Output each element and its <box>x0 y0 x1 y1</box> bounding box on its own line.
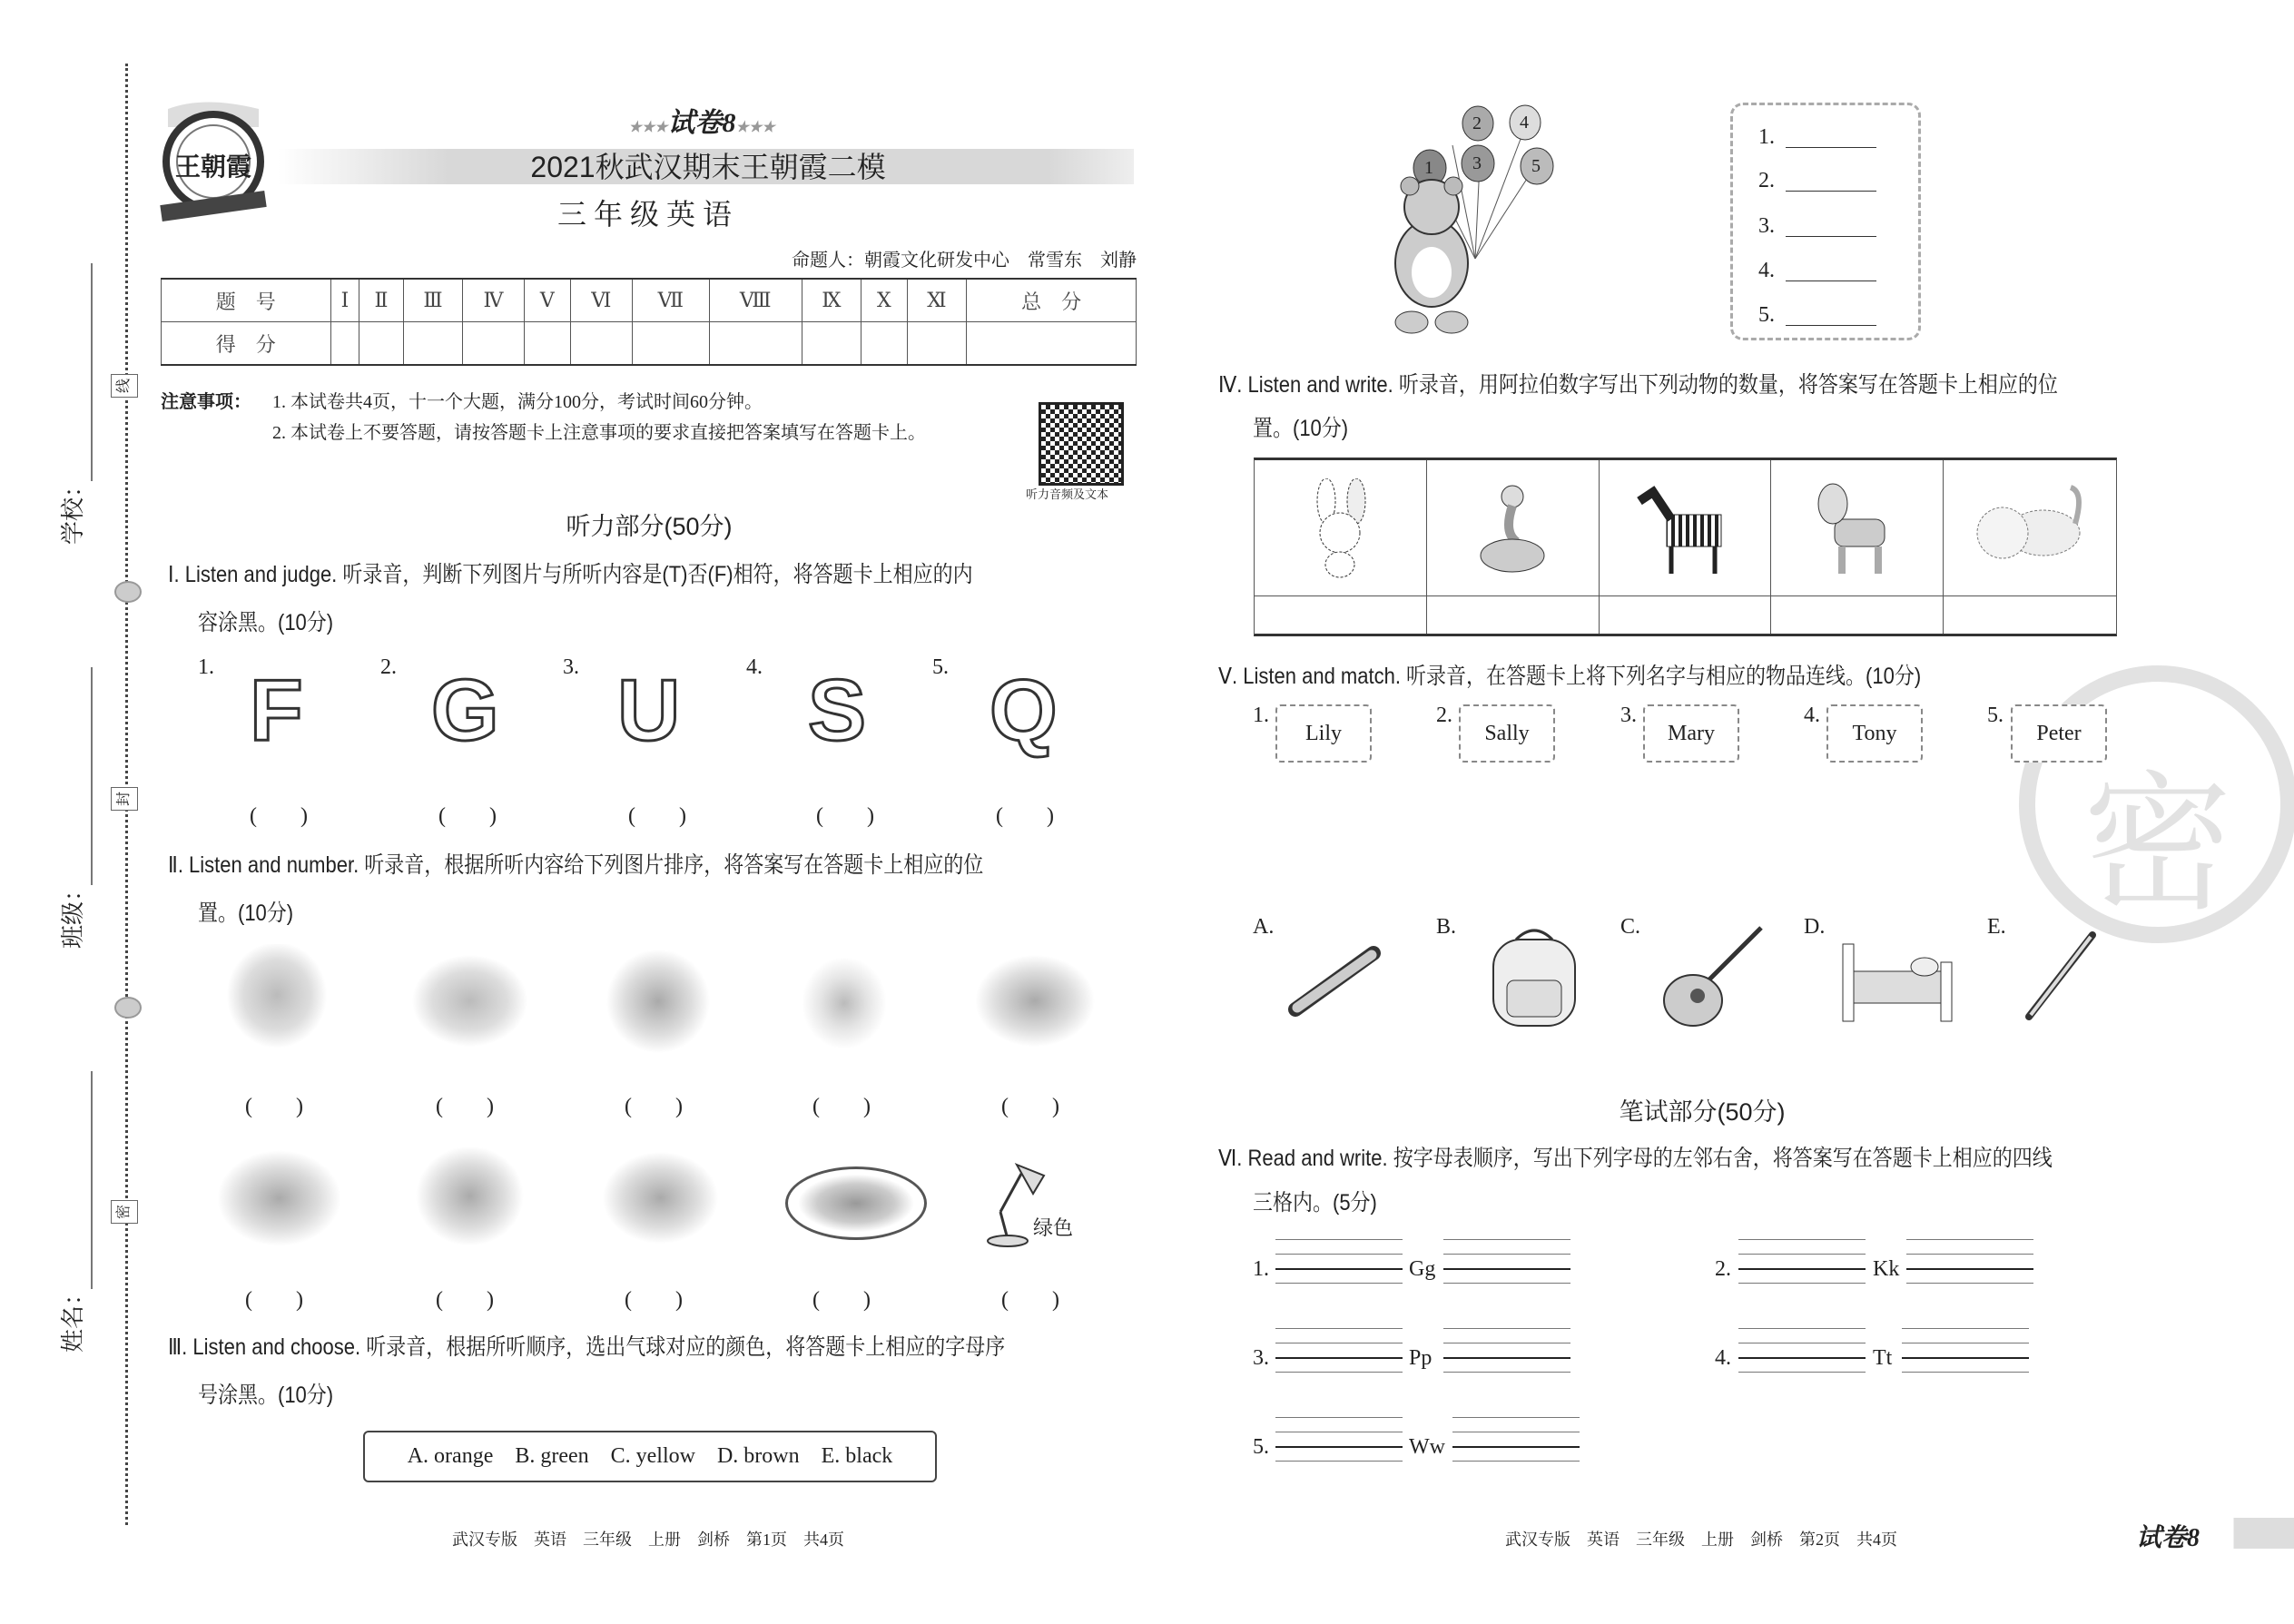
col-8: Ⅷ <box>709 279 802 322</box>
listening-heading: 听力部分(50分) <box>566 513 733 540</box>
col-10: Ⅹ <box>861 279 907 322</box>
q2-instruction: Ⅱ. Listen and number. 听录音，根据所听内容给下列图片排序，将答案写在答题卡上相应的位 <box>168 852 984 878</box>
balloon-number: 5 <box>1531 156 1541 176</box>
four-line-blank-right[interactable] <box>1443 1239 1570 1284</box>
q1-number: 3. <box>563 655 579 679</box>
brand-logo <box>150 100 277 222</box>
qr-code[interactable] <box>1039 402 1124 486</box>
animal-count-cell[interactable] <box>1427 596 1600 634</box>
q5-number: 2. <box>1436 704 1452 727</box>
q3-blank-number: 5. <box>1758 303 1775 327</box>
name-card-tony[interactable]: Tony <box>1826 704 1923 763</box>
school-label: 学校： <box>60 473 86 545</box>
picture-two-tigers <box>599 942 717 1060</box>
q2-answer-paren[interactable]: ( ) <box>625 1288 683 1312</box>
score-cell[interactable] <box>967 322 1137 366</box>
q2-answer-paren[interactable]: ( ) <box>1001 1095 1059 1118</box>
q6-letter: Ww <box>1409 1435 1445 1459</box>
q3-options-box: A. orange B. green C. yellow D. brown E. black <box>363 1431 937 1482</box>
score-table-score-row <box>162 322 1137 366</box>
q3-instruction: Ⅲ. Listen and choose. 听录音，根据所听顺序，选出气球对应的颜色，将答题卡上相应的字母序 <box>168 1334 1006 1360</box>
name-card-lily[interactable]: Lily <box>1275 704 1372 763</box>
col-5: Ⅴ <box>524 279 570 322</box>
writing-heading: 笔试部分(50分) <box>1619 1098 1786 1126</box>
col-1: Ⅰ <box>330 279 359 322</box>
q1-number: 1. <box>198 655 214 679</box>
item-schoolbag[interactable] <box>1480 921 1589 1035</box>
item-guitar[interactable] <box>1652 919 1770 1037</box>
seal-mark-seal: 封 <box>111 787 138 811</box>
animal-rabbit <box>1255 460 1427 596</box>
four-line-blank-left[interactable] <box>1738 1239 1866 1284</box>
animal-snake <box>1427 460 1600 596</box>
four-line-blank-right[interactable] <box>1902 1328 2029 1373</box>
q2-answer-paren[interactable]: ( ) <box>245 1095 303 1118</box>
letter-picture-g: G <box>431 662 499 759</box>
item-letter: C. <box>1620 915 1641 939</box>
authors: 命题人：朝霞文化研发中心 常雪东 刘静 <box>792 251 1137 271</box>
school-field[interactable] <box>54 263 109 545</box>
qr-caption: 听力音频及文本 <box>1026 487 1109 501</box>
q4-instruction-cont: 置。(10分) <box>1253 416 1349 441</box>
question-no-label: 题 号 <box>162 279 331 322</box>
q6-number: 4. <box>1715 1346 1731 1370</box>
subject-title: 三年级英语 <box>556 198 739 231</box>
letter-picture-f: F <box>250 662 303 759</box>
score-cell[interactable] <box>330 322 359 366</box>
q2-answer-paren[interactable]: ( ) <box>625 1095 683 1118</box>
item-letter: B. <box>1436 915 1457 939</box>
logo-text: 王朝霞 <box>175 153 252 182</box>
animal-count-cell[interactable] <box>1255 596 1427 634</box>
balloon-number: 2 <box>1472 113 1482 133</box>
scissors-icon <box>114 997 142 1019</box>
star-icon: ★★★ <box>628 120 668 135</box>
q5-number: 4. <box>1804 704 1820 727</box>
q3-blank-number: 2. <box>1758 169 1775 192</box>
q5-number: 1. <box>1253 704 1269 727</box>
name-label: 姓名： <box>60 1281 86 1353</box>
score-table <box>161 278 1137 366</box>
score-cell[interactable] <box>709 322 802 366</box>
q6-letter: Kk <box>1873 1257 1900 1281</box>
q3-blank-number: 1. <box>1758 125 1775 149</box>
balloon-number: 3 <box>1472 153 1482 173</box>
score-cell[interactable] <box>463 322 525 366</box>
q2-answer-paren[interactable]: ( ) <box>436 1095 494 1118</box>
lamp-color-label: 绿色 <box>1033 1216 1074 1239</box>
four-line-blank-right[interactable] <box>1443 1328 1570 1373</box>
q6-letter: Pp <box>1409 1346 1433 1370</box>
four-line-blank-right[interactable] <box>1452 1417 1580 1462</box>
q6-number: 1. <box>1253 1257 1269 1281</box>
picture-tiger-book <box>409 1139 531 1253</box>
q3-answer-box <box>1730 103 1921 340</box>
letter-picture-q: Q <box>989 662 1058 759</box>
item-letter: D. <box>1804 915 1826 939</box>
school-line <box>91 263 93 481</box>
q6-number: 5. <box>1253 1435 1269 1459</box>
q3-blank-number: 3. <box>1758 214 1775 238</box>
picture-tiger-plane <box>209 1144 350 1253</box>
animal-tiger <box>1944 460 2116 596</box>
q6-letter: Tt <box>1873 1346 1893 1370</box>
q1-number: 2. <box>380 655 397 679</box>
animal-count-cell[interactable] <box>1600 596 1772 634</box>
score-label: 得 分 <box>162 322 331 366</box>
notes-label: 注意事项： <box>161 392 251 412</box>
col-3: Ⅲ <box>403 279 462 322</box>
balloon-number: 4 <box>1520 113 1529 133</box>
q5-instruction: Ⅴ. Listen and match. 听录音，在答题卡上将下列名字与相应的物品连线。(10分) <box>1218 664 1922 689</box>
star-icon: ★★★ <box>735 120 775 135</box>
q1-answer-paren[interactable]: ( ) <box>250 804 308 828</box>
note-1: 1. 本试卷共4页，十一个大题，满分100分，考试时间60分钟。 <box>272 392 763 412</box>
animal-count-cell[interactable] <box>1944 596 2116 634</box>
col-9: Ⅸ <box>802 279 861 322</box>
q1-number: 5. <box>932 655 949 679</box>
score-cell[interactable] <box>570 322 632 366</box>
four-line-blank-left[interactable] <box>1275 1239 1403 1284</box>
four-line-blank-left[interactable] <box>1738 1328 1866 1373</box>
animal-horse <box>1771 460 1944 596</box>
watermark-text: 密 <box>2082 763 2233 929</box>
class-line <box>91 667 93 885</box>
item-bed[interactable] <box>1834 926 1961 1030</box>
score-cell[interactable] <box>524 322 570 366</box>
bear-with-balloons <box>1375 100 1561 345</box>
class-label: 班级： <box>60 877 86 949</box>
paper-number: 试卷8 <box>667 108 736 138</box>
paper-number-title <box>566 107 838 144</box>
name-line <box>91 1071 93 1289</box>
col-7: Ⅶ <box>632 279 709 322</box>
class-field[interactable] <box>54 667 109 949</box>
scissors-icon <box>114 581 142 603</box>
q1-answer-paren[interactable]: ( ) <box>628 804 686 828</box>
q6-number: 2. <box>1715 1257 1731 1281</box>
q3-answer-line[interactable] <box>1786 236 1876 237</box>
q1-answer-paren[interactable]: ( ) <box>816 804 874 828</box>
picture-classroom <box>404 949 536 1053</box>
seal-mark-secret: 密 <box>111 1200 138 1224</box>
q2-answer-paren[interactable]: ( ) <box>1001 1288 1059 1312</box>
col-11: Ⅺ <box>907 279 967 322</box>
q6-number: 3. <box>1253 1346 1269 1370</box>
four-line-blank-right[interactable] <box>1906 1239 2033 1284</box>
exam-title: 2021秋武汉期末王朝霞二模 <box>530 151 886 183</box>
q6-letter: Gg <box>1409 1257 1436 1281</box>
letter-picture-u: U <box>617 662 681 759</box>
col-4: Ⅳ <box>463 279 525 322</box>
item-pen[interactable] <box>2020 926 2102 1030</box>
score-cell[interactable] <box>359 322 404 366</box>
footer-badge <box>2092 1518 2294 1552</box>
q2-instruction-cont: 置。(10分) <box>198 901 294 926</box>
four-line-blank-left[interactable] <box>1275 1417 1403 1462</box>
picture-friends <box>595 1146 726 1250</box>
picture-plate-food <box>785 1166 927 1240</box>
four-line-blank-left[interactable] <box>1275 1328 1403 1373</box>
col-2: Ⅱ <box>359 279 404 322</box>
q1-answer-paren[interactable]: ( ) <box>996 804 1054 828</box>
q2-answer-paren[interactable]: ( ) <box>436 1288 494 1312</box>
name-card-sally[interactable]: Sally <box>1459 704 1555 763</box>
q6-instruction-cont: 三格内。(5分) <box>1253 1190 1377 1216</box>
q1-instruction-cont: 容涂黑。(10分) <box>198 610 334 635</box>
q4-instruction: Ⅳ. Listen and write. 听录音，用阿拉伯数字写出下列动物的数量，将答案写在答题卡上相应的位 <box>1218 372 2058 398</box>
animal-zebra <box>1600 460 1772 596</box>
name-card-mary[interactable]: Mary <box>1643 704 1739 763</box>
item-crayon[interactable] <box>1285 944 1384 1021</box>
picture-tiger-chair <box>218 944 336 1058</box>
q3-answer-line[interactable] <box>1786 147 1876 148</box>
letter-picture-s: S <box>808 662 867 759</box>
footer-badge-text: 试卷8 <box>2136 1524 2200 1552</box>
q4-animal-table <box>1254 458 2117 636</box>
score-cell[interactable] <box>632 322 709 366</box>
q5-number: 3. <box>1620 704 1637 727</box>
q6-instruction: Ⅵ. Read and write. 按字母表顺序，写出下列字母的左邻右舍，将答案写在答题卡上相应的四线 <box>1218 1146 2053 1171</box>
name-field[interactable] <box>54 1071 109 1353</box>
q1-number: 4. <box>746 655 763 679</box>
balloon-number: 1 <box>1424 158 1433 178</box>
score-cell[interactable] <box>403 322 462 366</box>
seal-mark-line: 线 <box>111 374 138 398</box>
score-table-header-row <box>162 279 1137 322</box>
footer-right: 武汉专版 英语 三年级 上册 剑桥 第2页 共4页 <box>1505 1530 1897 1549</box>
note-2: 2. 本试卷上不要答题，请按答题卡上注意事项的要求直接把答案填写在答题卡上。 <box>272 423 926 443</box>
q5-number: 5. <box>1987 704 2004 727</box>
q2-answer-paren[interactable]: ( ) <box>812 1288 871 1312</box>
animal-count-cell[interactable] <box>1771 596 1944 634</box>
col-6: Ⅵ <box>570 279 632 322</box>
score-cell[interactable] <box>907 322 967 366</box>
score-cell[interactable] <box>861 322 907 366</box>
score-cell[interactable] <box>802 322 861 366</box>
picture-boy-jumping <box>790 944 899 1062</box>
q3-answer-line[interactable] <box>1786 325 1876 326</box>
name-card-peter[interactable]: Peter <box>2011 704 2107 763</box>
q3-instruction-cont: 号涂黑。(10分) <box>198 1383 334 1408</box>
q1-answer-paren[interactable]: ( ) <box>438 804 497 828</box>
footer-left: 武汉专版 英语 三年级 上册 剑桥 第1页 共4页 <box>452 1530 844 1549</box>
q1-instruction: Ⅰ. Listen and judge. 听录音，判断下列图片与所听内容是(T)否(F)相符，将答题卡上相应的内 <box>168 562 973 587</box>
q3-answer-line[interactable] <box>1786 191 1876 192</box>
total-label: 总 分 <box>967 279 1137 322</box>
item-letter: E. <box>1987 915 2006 939</box>
picture-family <box>967 949 1103 1053</box>
q2-answer-paren[interactable]: ( ) <box>245 1288 303 1312</box>
q2-answer-paren[interactable]: ( ) <box>812 1095 871 1118</box>
q3-blank-number: 4. <box>1758 259 1775 282</box>
item-letter: A. <box>1253 915 1275 939</box>
